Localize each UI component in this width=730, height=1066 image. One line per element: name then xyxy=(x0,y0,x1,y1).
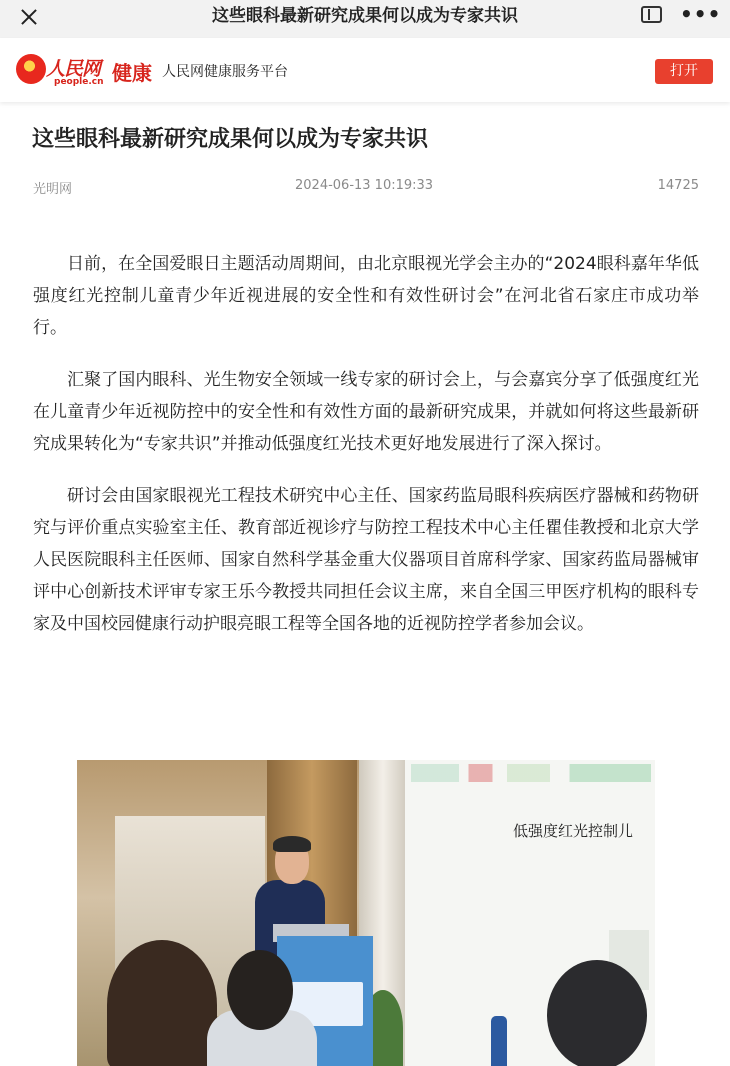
article-body xyxy=(33,248,699,660)
article-headline: 这些眼科最新研究成果何以成为专家共识 xyxy=(32,127,429,152)
more-options-icon[interactable]: ••• xyxy=(680,2,722,26)
article-photo[interactable] xyxy=(77,760,655,1066)
article-paragraph: 研讨会由国家眼视光工程技术研究中心主任、国家药监局眼科疾病医疗器械和药物研究与评价重点实验室主任、教育部近视诊疗与防控工程技术中心主任瞿佳教授和北京大学人民医院眼科主任医师、国家自然科学基金重大仪器项目首席科学家、国家药监局器械审评中心创新技术评审专家王乐今教授共同担任会议主席，来自全国三甲医疗机构的眼科专家及中国校园健康行动护眼亮眼工程等全国各地的近视防控学者参加会议。 xyxy=(33,486,699,634)
photo-speaker-hair xyxy=(273,836,311,852)
open-app-button[interactable]: 打开 xyxy=(655,59,713,84)
article-meta xyxy=(33,178,699,198)
people-cn-logo[interactable] xyxy=(16,54,106,90)
close-icon[interactable] xyxy=(18,6,40,28)
logo-domain: people.cn xyxy=(54,77,104,87)
photo-water-bottle xyxy=(491,1016,507,1066)
article-paragraph: 日前，在全国爱眼日主题活动周期间，由北京眼视光学会主办的“2024眼科嘉年华低强度红光控制儿童青少年近视进展的安全性和有效性研讨会”在河北省石家庄市成功举行。 xyxy=(33,254,699,338)
channel-name: 健康 xyxy=(112,61,152,85)
photo-audience-member xyxy=(107,940,217,1066)
window-title: 这些眼科最新研究成果何以成为专家共识 xyxy=(212,6,518,26)
logo-emblem-icon xyxy=(16,54,46,84)
photo-banner-text: 低强度红光控制儿 xyxy=(513,822,634,840)
article-paragraph: 汇聚了国内眼科、光生物安全领域一线专家的研讨会上，与会嘉宾分享了低强度红光在儿童青少年近视防控中的安全性和有效性方面的最新研究成果，并就如何将这些最新研究成果转化为“专家共识”并推动低强度红光技术更好地发展进行了深入探讨。 xyxy=(33,370,699,454)
logo-text: 人民网 xyxy=(46,58,101,80)
brand-bar xyxy=(0,38,730,102)
platform-name: 人民网健康服务平台 xyxy=(162,64,288,80)
split-window-icon[interactable] xyxy=(641,6,662,23)
article-source: 光明网 xyxy=(33,182,73,197)
view-count: 14725 xyxy=(657,178,699,193)
photo-audience-member xyxy=(227,950,293,1030)
photo-sponsor-logos xyxy=(411,764,651,782)
top-navigation-bar xyxy=(0,0,730,38)
photo-audience-member xyxy=(547,960,647,1066)
article-date: 2024-06-13 10:19:33 xyxy=(295,178,434,193)
